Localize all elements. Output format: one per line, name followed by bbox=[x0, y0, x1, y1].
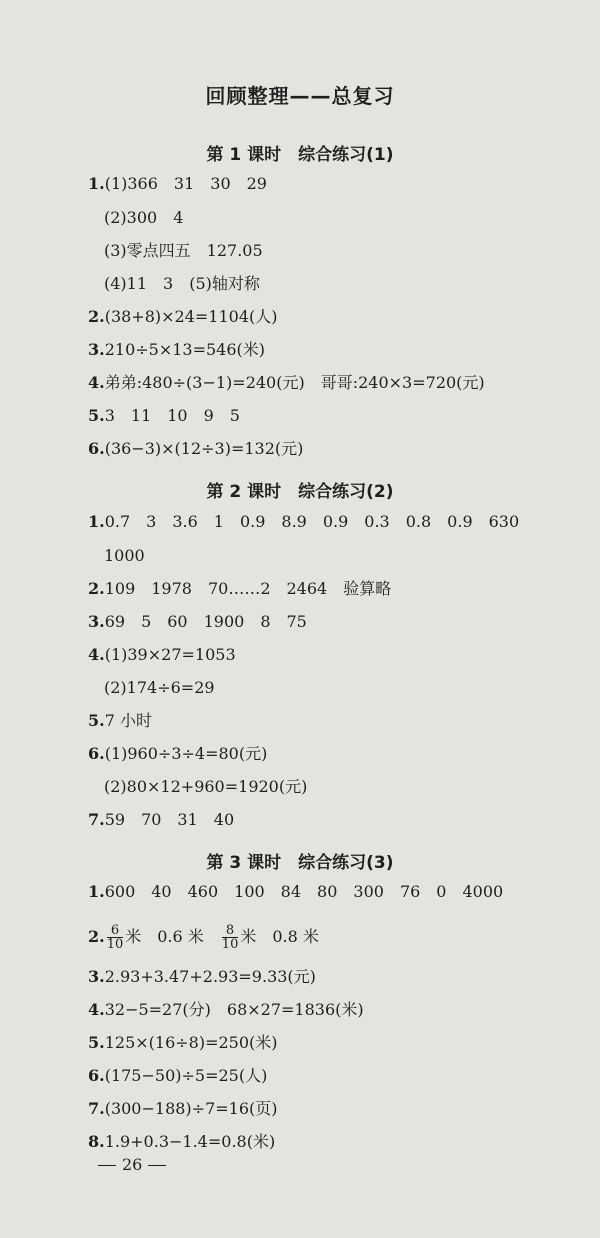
list-item: 6.(175−50)÷5=25(人) bbox=[88, 1066, 268, 1085]
list-item: 1.(1)366 31 30 29 bbox=[88, 174, 267, 193]
list-item: 5.7 小时 bbox=[88, 711, 152, 730]
list-item: (4)11 3 (5)轴对称 bbox=[104, 274, 260, 293]
list-item: (2)174÷6=29 bbox=[104, 678, 215, 697]
list-item: 8.1.9+0.3−1.4=0.8(米) bbox=[88, 1132, 276, 1151]
list-item: (3)零点四五 127.05 bbox=[104, 241, 263, 260]
list-item: 2.109 1978 70……2 2464 验算略 bbox=[88, 579, 392, 598]
list-item: 5.125×(16÷8)=250(米) bbox=[88, 1033, 278, 1052]
list-item: 5.3 11 10 9 5 bbox=[88, 406, 240, 425]
page-title: 回顾整理——总复习 bbox=[205, 84, 395, 108]
list-item: 2.(38+8)×24=1104(人) bbox=[88, 307, 278, 326]
list-item: 7.(300−188)÷7=16(页) bbox=[88, 1099, 278, 1118]
list-item: 3.2.93+3.47+2.93=9.33(元) bbox=[88, 967, 316, 986]
fraction: $\frac{6}{10}$ bbox=[106, 923, 124, 952]
list-item: 4.弟弟:480÷(3−1)=240(元) 哥哥:240×3=720(元) bbox=[88, 373, 485, 392]
list-item: 1.0.7 3 3.6 1 0.9 8.9 0.9 0.3 0.8 0.9 630 bbox=[88, 512, 520, 531]
list-item: 1.600 40 460 100 84 80 300 76 0 4000 bbox=[88, 882, 504, 901]
list-item: 6.(1)960÷3÷4=80(元) bbox=[88, 744, 268, 763]
list-item: 3.69 5 60 1900 8 75 bbox=[88, 612, 307, 631]
list-item: (2)80×12+960=1920(元) bbox=[104, 777, 308, 796]
section-heading-2: 第 2 课时 综合练习(2) bbox=[206, 482, 394, 502]
fraction: $\frac{8}{10}$ bbox=[221, 923, 239, 952]
list-item: 7.59 70 31 40 bbox=[88, 810, 235, 829]
list-item-fractions: 2. $\frac{6}{10}$ 米 0.6 米 $\frac{8}{10}$ 米 0.8 米 bbox=[88, 923, 319, 952]
list-item: 6.(36−3)×(12÷3)=132(元) bbox=[88, 439, 304, 458]
list-item: (2)300 4 bbox=[104, 208, 184, 227]
list-item: 4.(1)39×27=1053 bbox=[88, 645, 236, 664]
list-item: 3.210÷5×13=546(米) bbox=[88, 340, 266, 359]
section-heading-3: 第 3 课时 综合练习(3) bbox=[206, 853, 394, 873]
page-number: 26 bbox=[92, 1155, 172, 1174]
section-heading-1: 第 1 课时 综合练习(1) bbox=[206, 145, 394, 165]
list-item: 1000 bbox=[104, 546, 145, 565]
list-item: 4.32−5=27(分) 68×27=1836(米) bbox=[88, 1000, 364, 1019]
